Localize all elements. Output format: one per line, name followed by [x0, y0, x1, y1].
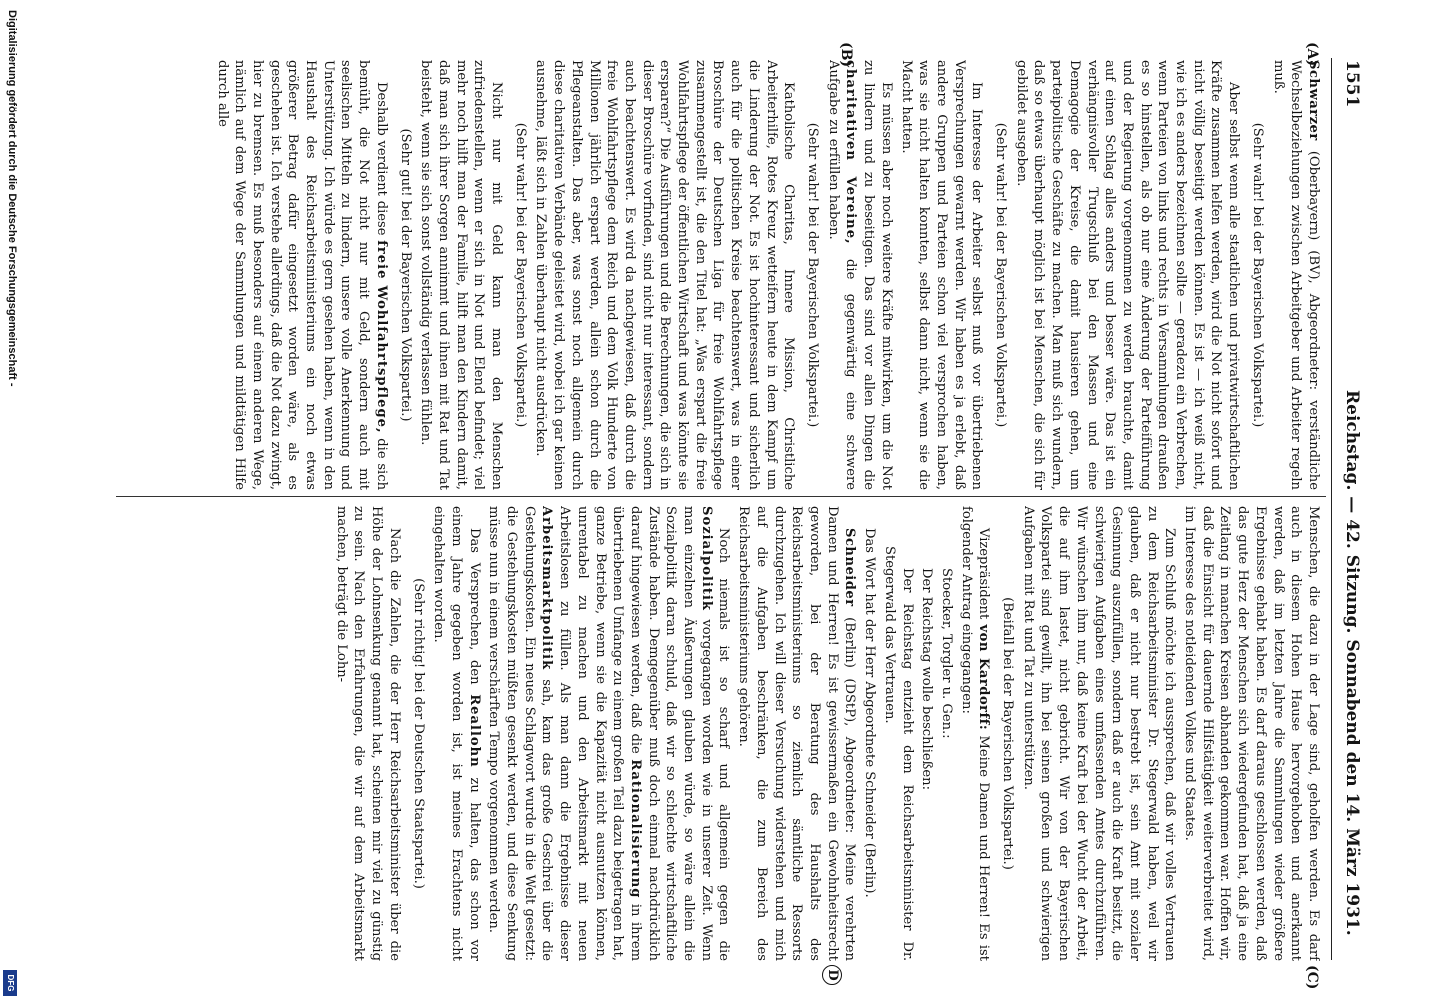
paragraph: Nach die Zahlen, die der Herr Reichsarbeitsminister über die Höhe der Lohnsenkung genannt hat, scheinen mir viel zu günstig zu sein. Nach den Erfahrungen, die wir auf dem Arbeitsmarkt machen, beträgt die Lohn- — [333, 506, 402, 961]
interjection: (Sehr richtig! bei der Deutschen Staatspartei.) — [410, 578, 426, 889]
paragraph: Das Wort hat der Herr Abgeordnete Schneider (Berlin). — [862, 528, 878, 898]
paragraph-text: Vizepräsident — [976, 528, 992, 625]
emphasized-term: Reallohn — [466, 694, 482, 768]
paragraph-text: die gegenwärtig eine schwere Aufgabe zu erfüllen haben. — [825, 60, 859, 490]
interjection: (Sehr gut! bei der Bayerischen Volkspartei.) — [397, 128, 413, 422]
paragraph-text: Das Versprechen, den — [466, 528, 482, 695]
paragraph-text: in ihrem übertriebenen Umfange zu einem großen Teil dazu beigetragen hat, ganze Betriebe, wenn sie die Kapazität nicht ausnutzen können, unrentabel zu machen und den Arbeitsmarkt mit neuen Arbeitslosen zu füllen. Als man dann die Ergebnisse dieser — [557, 506, 643, 961]
paragraph-text: sah, kam das große Geschrei über die Gestehungskosten. Ein neues Schlagwort wurde in die Welt gesetzt: die Gestehungskosten müßten gesenkt werden, und diese Senkung müsse nun in einem verschärften Tempo vorgenommen werden. — [486, 506, 555, 961]
margin-marker-c: (C) — [1304, 965, 1320, 990]
paragraph-text: die sich bemüht, die Not nicht nur mit Geld, sondern auch mit seelischen Mitteln zu lindern, unsere volle Anerkennung und Unterstützung. Ich würde es gern gesehen haben, wenn in den Haushalt des Reichsarbeitsministeriums ein noch etwas größerer Betrag dafür eingesetzt worden wäre, als es geschehen ist. Ich verstehe allerdings, daß die Not dazu zwingt, hier zu bremsen. Es muß besonders auf einem anderen Wege, nämlich auf dem Wege der Sammlungen und mildtätigen Hilfe durch alle — [214, 60, 389, 490]
interjection: (Sehr wahr! bei der Bayerischen Volkspartei.) — [805, 122, 821, 428]
speaker-name: Schwarzer — [1306, 60, 1321, 141]
paragraph: Aber selbst wenn alle staatlichen und privatwirtschaftlichen Kräfte zusammen helfen werden, wird die Not nicht sofort und nicht völlig beseitigt werden können. Es ist — ich weiß nicht, wie ich es anders bezeichnen sollte — geradezu ein Verbrechen, wenn Parteien von links und rechts in Versammlungen draußen es so hinstellen, als ob nur eine Änderung der Parteiführung und der Regierung vorgenommen zu werden brauchte, damit auf einen Schlag alles anders und besser wäre. Das ist ein verhängnisvoller Trugschluß bei den Massen und eine Demagogie der Kreise, die damit hausieren gehen, um parteipolitische Geschäfte zu machen. Man muß sich wundern, daß so etwas überhaupt möglich ist bei Menschen, die sich für gebildet ausgeben. — [1013, 60, 1242, 490]
motion-signers: Stoecker, Torgler u. Gen.: — [938, 568, 954, 739]
margin-marker-a: (A) — [1304, 42, 1320, 67]
credit-text: Digitalisierung gefördert durch die Deutsche Forschungsgemeinschaft - — [6, 10, 18, 387]
paragraph-text: Es müssen aber noch weitere Kräfte mitwirken, um die Not zu lindern und zu beseitigen. Das sind vor allen Dingen die — [861, 60, 894, 490]
paragraph-text: Noch niemals ist so scharf und allgemein gegen die — [716, 528, 732, 961]
speaker-name: von Kardorff: — [976, 624, 992, 731]
emphasized-term: Arbeitsmarktpolitik — [539, 506, 555, 671]
speaker-name: Schneider — [842, 528, 858, 607]
column-divider — [116, 496, 1326, 497]
paragraph-text: Deshalb verdient diese — [373, 82, 389, 241]
paragraph — [430, 506, 483, 961]
motion-text: Der Reichstag entzieht dem Reichsarbeitsminister Dr. Stegerwald das Vertrauen. — [881, 546, 915, 961]
paragraph — [1269, 60, 1322, 490]
emphasized-term: freie Wohlfahrtspflege, — [373, 240, 389, 434]
interjection: (Sehr wahr! bei der Bayerischen Volkspartei.) — [993, 122, 1009, 428]
paragraph — [485, 506, 733, 961]
paragraph — [957, 506, 992, 961]
paragraph: Katholische Charitas, Innere Mission, Christliche Arbeiterhilfe, Rotes Kreuz wetteifern heute in dem Kampf um die Linderung der Not. Es ist hochinteressant und sicherlich auch für die politischen Kreise beachtenswert, was in einer Broschüre der Deutschen Liga für freie Wohlfahrtspflege zusammengestellt ist, die den Titel hat: „Was erspart die freie Wohlfahrtspflege der öffentlichen Wirtschaft und was könnte sie ersparen?“ Die Ausführungen und die Berechnungen, die sich in dieser Broschüre vorfinden, sind nicht nur interessant, sondern auch beachtenswert. Es wird da nachgewiesen, daß durch die freie Wohlfahrtspflege dem Reich und dem Volk Hunderte von Millionen jährlich erspart werden, allein schon durch die Pflegeanstalten. Das aber, was sonst noch allgemein durch diese charitativen Verbände geleistet wird, wobei ich gar keinen ausnehme, läßt sich in Zahlen überhaupt nicht ausdrücken. — [533, 60, 797, 490]
paragraph: Im Interesse der Arbeiter selbst muß vor übertriebenen Versprechungen gewarnt werden. Wir haben es ja erlebt, daß andere Gruppen und Parteien schon viel versprochen haben, was sie nicht halten konnten, selbst dann nicht, wenn sie die Macht hatten. — [898, 60, 985, 490]
paragraph — [213, 60, 390, 490]
motion-heading: Der Reichstag wolle beschließen: — [919, 568, 935, 791]
emphasized-term: Sozialpolitik — [698, 506, 714, 611]
margin-marker-b: (B) — [838, 42, 854, 68]
dfg-logo-icon: DFG — [3, 970, 17, 996]
interjection: (Beifall bei der Bayerischen Volkspartei.) — [1000, 597, 1016, 870]
header-divider — [1331, 58, 1332, 960]
emphasized-term: Rationalisierung — [627, 759, 643, 899]
paragraph-text: (Berlin) (DStP), Abgeordneter: Meine verehrten Damen und Herren! Es ist gewissermaßen ein Gewohnheitsrecht geworden, bei der Beratung des Haushalts des Reichsarbeitsministeriums so ziemlich sämtliche Ressorts durchzugehen. Ich will dieser Versuchung widerstehen und mich auf die Aufgaben beschränken, die zum Bereich des Reichsarbeitsministeriums gehören. — [736, 506, 858, 961]
left-column — [122, 60, 1322, 490]
paragraph — [735, 506, 859, 961]
margin-marker-d: D — [822, 965, 842, 985]
paragraph-text: vorgegangen worden wie in unserer Zeit. Wenn man einzelnen Äußerungen glauben würde, so wäre allein die Sozialpolitik daran schuld, daß wir so schlechte wirtschaftliche Zustände haben. Demgegenüber muß doch einmal nachdrücklich darauf hingewiesen werden, daß die — [627, 506, 714, 961]
digitization-credit — [0, 0, 22, 1000]
interjection: (Sehr wahr! bei der Bayerischen Volkspartei.) — [1249, 122, 1265, 428]
right-column — [122, 506, 1322, 961]
paragraph-text: Meine Damen und Herren! Es ist folgender Antrag eingegangen: — [958, 506, 992, 961]
page-header — [1328, 60, 1362, 960]
paragraph-text: (Oberbayern) (BV), Abgeordneter: verständliche Wechselbeziehungen zwischen Arbeitgeber und Arbeiter regeln muß. — [1270, 60, 1321, 490]
paragraph — [824, 60, 895, 490]
emphasized-term: charitativen Vereine, — [843, 60, 859, 245]
paragraph: Nicht nur mit Geld kann man den Menschen zufriedenstellen, wenn er sich in Not und Elend befindet; viel mehr noch hilft man der Familie, hilft man den Kindern damit, daß man sich ihrer Sorgen annimmt und ihnen mit Rat und Tat beisteht, wenn sie sich sonst vollständig verlassen fühlen. — [418, 60, 505, 490]
paragraph-text: zu halten, das schon vor einem Jahre gegeben worden ist, ist meines Erachtens nicht eingehalten worden. — [431, 506, 482, 961]
paragraph: Zum Schluß möchte ich aussprechen, daß wir volles Vertrauen zu dem Reichsarbeitsminister Dr. Stegerwald haben, weil wir glauben, daß er nicht nur bestrebt ist, sein Amt mit sozialer Gesinnung auszufüllen, sondern daß er auch die Kraft besitzt, die schwierigen Aufgaben eines umfassenden Amtes durchzuführen. Wir wünschen ihm nur, daß keine Kraft bei der Wucht der Arbeit, die auf ihm lastet, nicht gebricht. Wir von der Bayerischen Volkspartei sind gewillt, ihn bei seinen großen und schwierigen Aufgaben mit Rat und Tat zu unterstützen. — [1020, 506, 1178, 961]
page-number: 1551 — [1342, 60, 1362, 108]
interjection: (Sehr wahr! bei der Bayerischen Volkspartei.) — [512, 122, 528, 428]
running-title: Reichstag. — 42. Sitzung. Sonnabend den 14. März 1931. — [1342, 390, 1362, 936]
paragraph: Menschen, die dazu in der Lage sind, geholfen werden. Es darf auch in diesem Hohen Hause hervorgehoben und anerkannt werden, daß im letzten Jahre die Sammlungen wieder größere Ergebnisse gehabt haben. Es darf daraus geschlossen werden, daß das gute Herz der Menschen sich wiedergefunden hat, daß ja eine Zeitlang in manchen Kreisen abhanden gekommen war. Hoffen wir, daß die Einsicht für dauernde Hilfstätigkeit weiterverbreitet wird, im Interesse des notleidenden Volkes und Staates. — [1182, 506, 1321, 961]
